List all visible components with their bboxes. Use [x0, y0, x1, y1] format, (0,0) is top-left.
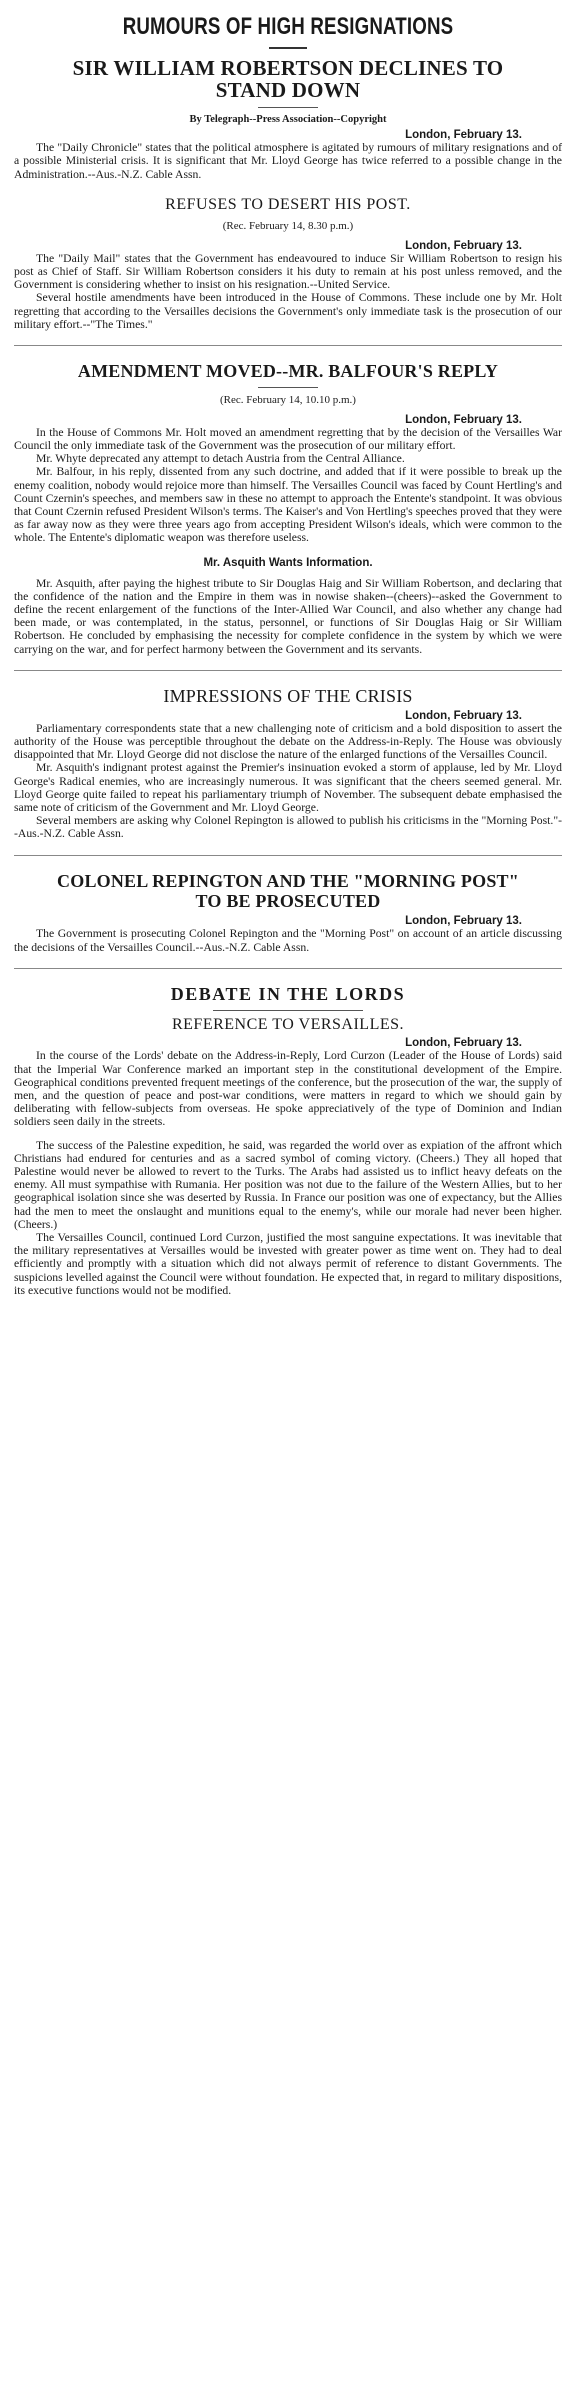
article-section-3 — [14, 362, 562, 656]
paragraph: Mr. Asquith's indignant protest against the Premier's insinuation evoked a storm of applause, led by Mr. Lloyd George's Radical enemies, who are increasingly numerous. It was significant that the cheers seemed general. Mr. Lloyd George quite failed to repeat his parliamentary triumph of November. The subsequent debate emphasised the same note of criticism of the Government and Mr. Lloyd George. — [14, 761, 562, 814]
dateline: London, February 13. — [405, 239, 522, 252]
received-time: (Rec. February 14, 8.30 p.m.) — [222, 219, 354, 232]
minor-headline: Mr. Asquith Wants Information. — [203, 556, 373, 569]
main-headline-line2: STAND DOWN — [215, 78, 361, 103]
article-section-1 — [14, 129, 562, 181]
paragraph: The "Daily Chronicle" states that the political atmosphere is agitated by rumours of military resignations and of a possible Ministerial crisis. It is significant that Mr. Lloyd George has twice referred to a possible change in the Administration.--Aus.-N.Z. Cable Assn. — [14, 141, 562, 181]
divider — [213, 1010, 363, 1011]
paragraph: The success of the Palestine expedition, he said, was regarded the world over as expiation of the affront which Christians had endured for centuries and as a sacred symbol of coming victory. (Cheers.) They all hoped that Palestine would never be allowed to revert to the Turks. The Arabs had assisted us to inflict heavy defeats on the enemy. All must sympathise with Rumania. Her position was not due to the failure of the Western Allies, but to her geographical isolation since she was deserted by Russia. In France our position was one of expectancy, but the Allies had the men to meet the onslaught and munitions equal to the enemy's, while our morale had never been higher. (Cheers.) — [14, 1138, 562, 1231]
article-section-2 — [14, 197, 562, 331]
paragraph: In the course of the Lords' debate on the Address-in-Reply, Lord Curzon (Leader of the House of Lords) said that the Imperial War Conference marked an important step in the constitutional development of the Empire. Geographical conditions prevented frequent meetings of the conference, but the prosecution of the war, the supply of men, and the question of peace and post-war conditions, were matters in regard to which we should gain by deliberating with fellow-subjects from overseas. He spoke appreciatively of the type of Dominion and Indian soldiers seen daily in the streets. — [14, 1049, 562, 1129]
top-headline: RUMOURS OF HIGH RESIGNATIONS — [122, 13, 454, 40]
paragraph: The Versailles Council, continued Lord Curzon, justified the most sanguine expectations. It was inevitable that the military representatives at Versailles would be invested with greater power as time went on. They had to deal efficiently and promptly with a situation which did not always permit of reference to distant Governments. The suspicions levelled against the Council were without foundation. He expected that, in regard to military dispositions, its executive functions would not be modified. — [14, 1231, 562, 1297]
received-time: (Rec. February 14, 10.10 p.m.) — [220, 393, 356, 406]
section-headline: DEBATE IN THE LORDS — [170, 983, 406, 1004]
divider — [14, 855, 562, 856]
divider — [258, 387, 318, 388]
dateline: London, February 13. — [405, 709, 522, 722]
section-subheadline: REFERENCE TO VERSAILLES. — [171, 1015, 405, 1033]
paragraph: The Government is prosecuting Colonel Repington and the "Morning Post" on account of an article discussing the decisions of the Versailles Council.--Aus.-N.Z. Cable Assn. — [14, 927, 562, 954]
paragraph: Mr. Balfour, in his reply, dissented from any such doctrine, and added that if it were possible to break up the enemy coalition, nobody would rejoice more than himself. The Versailles Council was faced by Count Hertling's and Count Czernin's speeches, and members saw in these no attempt to approach the Entente's standpoint. It was obvious that Count Czernin refused President Wilson's terms. The Kaiser's and Von Hertling's speeches proved that they were as far away now as they were three years ago from accepting President Wilson's ideals, which were common to the whole. The Entente's diplomatic weapon was therefore useless. — [14, 465, 562, 545]
divider — [14, 345, 562, 346]
dateline: London, February 13. — [405, 129, 522, 142]
article-section-6 — [14, 985, 562, 1297]
section-headline: REFUSES TO DESERT HIS POST. — [165, 195, 411, 213]
section-headline: AMENDMENT MOVED--MR. BALFOUR'S REPLY — [77, 360, 499, 381]
article-section-5 — [14, 872, 562, 954]
dateline: London, February 13. — [405, 915, 522, 928]
paragraph: Several hostile amendments have been introduced in the House of Commons. These include one by Mr. Holt regretting that according to the Versailles decisions the Government's only immediate task is the prosecution of our military effort.--"The Times." — [14, 291, 562, 331]
divider — [269, 47, 307, 49]
paragraph: Parliamentary correspondents state that a new challenging note of criticism and a bold disposition to assert the authority of the House was perceptible throughout the debate on the Address-in-Reply. The House was obviously disappointed that Mr. Lloyd George did not disclose the nature of the enlarged functions of the Versailles Council. — [14, 721, 562, 762]
dateline: London, February 13. — [405, 413, 522, 426]
byline: By Telegraph--Press Association--Copyright — [189, 114, 387, 126]
divider — [14, 968, 562, 969]
section-headline: IMPRESSIONS OF THE CRISIS — [163, 685, 413, 706]
divider — [258, 107, 318, 108]
paragraph: Several members are asking why Colonel Repington is allowed to publish his criticisms in the "Morning Post."--Aus.-N.Z. Cable Assn. — [14, 814, 562, 841]
divider — [14, 670, 562, 671]
article-section-4 — [14, 687, 562, 841]
paragraph: The "Daily Mail" states that the Government has endeavoured to induce Sir William Robertson to resign his post as Chief of Staff. Sir William Robertson considers it his duty to remain at his post unless removed, and the Government is considering whether to insist on his resignation.--United Service. — [14, 251, 562, 292]
paragraph: Mr. Whyte deprecated any attempt to detach Austria from the Central Alliance. — [36, 452, 405, 466]
section-headline-line1: COLONEL REPINGTON AND THE "MORNING POST" — [57, 870, 519, 891]
main-headline-line1: SIR WILLIAM ROBERTSON DECLINES TO — [72, 56, 504, 81]
section-headline-line2: TO BE PROSECUTED — [195, 891, 381, 912]
dateline: London, February 13. — [405, 1037, 522, 1050]
paragraph: Mr. Asquith, after paying the highest tribute to Sir Douglas Haig and Sir William Robertson, and declaring that the confidence of the nation and the Empire in them was in nowise shaken--(cheers)--asked the Government to define the recent enlargement of the functions of the Inter-Allied War Council, and also whether any change had been made, or was contemplated, in the status, personnel, or functions of Sir Douglas Haig or Sir William Robertson. He concluded by emphasising the necessity for complete confidence in the system by which we were carrying on the war, and for perfect harmony between the Government and its servants. — [14, 576, 562, 656]
paragraph: In the House of Commons Mr. Holt moved an amendment regretting that by the decision of the Versailles War Council the only immediate task of the Government was the prosecution of our military effort. — [14, 425, 562, 452]
